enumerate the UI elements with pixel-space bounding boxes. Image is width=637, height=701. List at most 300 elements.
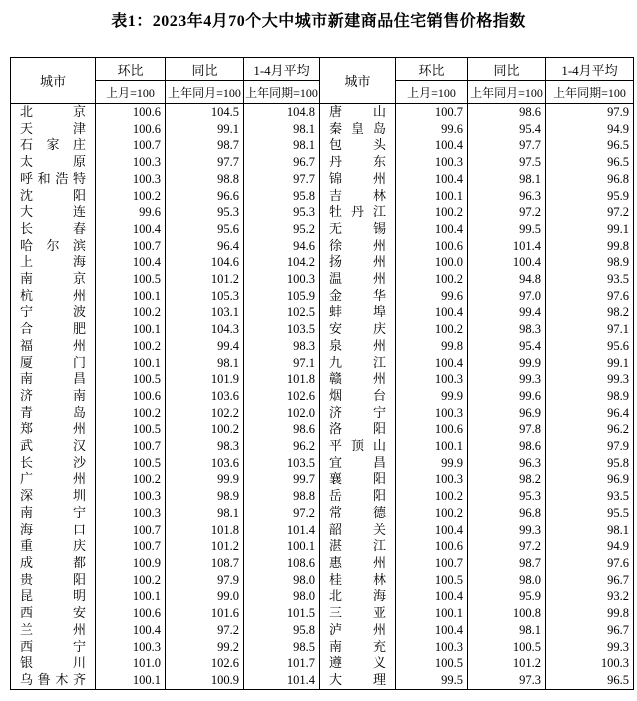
yoy-value-cell: 104.3 [166,321,244,338]
avg-value-cell: 97.9 [546,104,634,121]
mom-value-cell: 100.7 [96,438,166,455]
mom-value-cell: 100.6 [396,238,468,255]
city-name-cell [320,271,396,288]
mom-value-cell: 100.1 [396,438,468,455]
header-city-left: 城市 [11,58,96,104]
city-name: 金 华 [329,287,386,303]
avg-value-cell: 99.3 [546,371,634,388]
city-name-cell [320,538,396,555]
yoy-value-cell: 101.2 [166,271,244,288]
city-name: 上 海 [20,254,86,270]
mom-value-cell: 100.7 [96,238,166,255]
city-name-cell [320,572,396,589]
mom-value-cell: 100.2 [396,204,468,221]
city-name-cell [11,672,96,689]
yoy-value-cell: 98.8 [166,171,244,188]
city-name: 重 庆 [20,538,86,554]
mom-value-cell: 100.2 [96,572,166,589]
city-name-cell [320,588,396,605]
avg-value-cell: 95.8 [244,622,320,639]
table-row [11,438,634,455]
mom-value-cell: 100.2 [96,405,166,422]
header-yoy-left: 同比 [166,58,244,81]
table-row [11,221,634,238]
yoy-value-cell: 99.6 [468,388,546,405]
mom-value-cell: 100.6 [96,121,166,138]
avg-value-cell: 98.8 [244,488,320,505]
mom-value-cell: 100.5 [396,572,468,589]
yoy-value-cell: 96.9 [468,405,546,422]
avg-value-cell: 103.5 [244,321,320,338]
city-name-cell [320,321,396,338]
mom-value-cell: 100.3 [396,371,468,388]
city-name: 宁 波 [20,304,86,320]
city-name-cell [320,655,396,672]
city-name-cell [11,204,96,221]
avg-value-cell: 96.2 [546,421,634,438]
city-name: 成 都 [20,554,86,570]
city-name: 西 安 [20,605,86,621]
avg-value-cell: 95.3 [244,204,320,221]
avg-value-cell: 103.5 [244,455,320,472]
city-name-cell [11,639,96,656]
avg-value-cell: 95.8 [546,455,634,472]
city-name-cell [11,221,96,238]
table-row [11,121,634,138]
avg-value-cell: 98.0 [244,572,320,589]
city-name-cell [11,254,96,271]
mom-value-cell: 100.7 [96,137,166,154]
header-yoy-base-right: 上年同月=100 [468,81,546,104]
avg-value-cell: 99.7 [244,471,320,488]
yoy-value-cell: 97.5 [468,154,546,171]
yoy-value-cell: 101.4 [468,238,546,255]
yoy-value-cell: 99.4 [468,304,546,321]
table-row [11,388,634,405]
city-name: 湛 江 [329,538,386,554]
table-row [11,355,634,372]
mom-value-cell: 100.1 [96,355,166,372]
avg-value-cell: 100.3 [546,655,634,672]
city-name-cell [11,455,96,472]
mom-value-cell: 100.4 [396,355,468,372]
yoy-value-cell: 97.2 [166,622,244,639]
city-name-cell [320,304,396,321]
city-name: 大 连 [20,204,86,220]
yoy-value-cell: 101.6 [166,605,244,622]
mom-value-cell: 100.3 [396,154,468,171]
mom-value-cell: 100.2 [96,304,166,321]
yoy-value-cell: 95.6 [166,221,244,238]
city-name-cell [320,121,396,138]
city-name: 蚌 埠 [329,304,386,320]
city-name-cell [320,355,396,372]
city-name: 长 沙 [20,454,86,470]
avg-value-cell: 99.1 [546,355,634,372]
yoy-value-cell: 95.4 [468,338,546,355]
avg-value-cell: 98.0 [244,588,320,605]
table-row [11,304,634,321]
mom-value-cell: 100.6 [96,605,166,622]
city-name-cell [11,555,96,572]
city-name-cell [320,204,396,221]
city-name-cell [11,321,96,338]
city-name: 杭 州 [20,287,86,303]
yoy-value-cell: 100.4 [468,254,546,271]
yoy-value-cell: 95.3 [166,204,244,221]
avg-value-cell: 94.6 [244,238,320,255]
city-name-cell [320,154,396,171]
mom-value-cell: 100.5 [96,455,166,472]
yoy-value-cell: 102.6 [166,655,244,672]
mom-value-cell: 100.3 [96,505,166,522]
city-name: 锦 州 [329,170,386,186]
avg-value-cell: 94.9 [546,121,634,138]
avg-value-cell: 98.5 [244,639,320,656]
city-name: 乌 鲁 木 齐 [20,671,86,687]
avg-value-cell: 102.5 [244,304,320,321]
city-name-cell [11,421,96,438]
city-name: 兰 州 [20,621,86,637]
mom-value-cell: 100.4 [396,137,468,154]
header-avg-right: 1-4月平均 [546,58,634,81]
header-avg-base-right: 上年同期=100 [546,81,634,104]
city-name-cell [320,371,396,388]
yoy-value-cell: 96.4 [166,238,244,255]
mom-value-cell: 100.3 [396,405,468,422]
city-name: 沈 阳 [20,187,86,203]
table-row [11,471,634,488]
city-name: 唐 山 [329,104,386,119]
city-name: 韶 关 [329,521,386,537]
avg-value-cell: 96.7 [546,572,634,589]
avg-value-cell: 93.2 [546,588,634,605]
avg-value-cell: 96.7 [546,622,634,639]
mom-value-cell: 99.6 [96,204,166,221]
avg-value-cell: 97.1 [244,355,320,372]
avg-value-cell: 97.2 [546,204,634,221]
mom-value-cell: 100.3 [96,154,166,171]
avg-value-cell: 96.5 [546,154,634,171]
city-name: 郑 州 [20,421,86,437]
city-name-cell [320,672,396,689]
mom-value-cell: 100.4 [396,304,468,321]
city-name-cell [11,188,96,205]
city-name: 呼 和 浩 特 [20,170,86,186]
yoy-value-cell: 99.3 [468,522,546,539]
table-row [11,238,634,255]
table-row [11,188,634,205]
city-name-cell [11,238,96,255]
table-row [11,288,634,305]
yoy-value-cell: 100.8 [468,605,546,622]
yoy-value-cell: 101.2 [468,655,546,672]
mom-value-cell: 100.7 [96,538,166,555]
city-name: 烟 台 [329,387,386,403]
city-name-cell [320,288,396,305]
city-name: 南 宁 [20,504,86,520]
mom-value-cell: 100.5 [96,421,166,438]
mom-value-cell: 100.4 [96,254,166,271]
mom-value-cell: 100.4 [396,221,468,238]
city-name: 石 家 庄 [20,137,86,153]
table-header [11,58,634,104]
city-name: 南 昌 [20,371,86,387]
city-name: 三 亚 [329,605,386,621]
avg-value-cell: 96.7 [244,154,320,171]
city-name: 九 江 [329,354,386,370]
mom-value-cell: 100.4 [96,221,166,238]
yoy-value-cell: 103.6 [166,455,244,472]
avg-value-cell: 96.8 [546,171,634,188]
table-row [11,338,634,355]
avg-value-cell: 98.1 [244,137,320,154]
mom-value-cell: 100.2 [396,271,468,288]
city-name-cell [320,438,396,455]
header-mom-base-left: 上月=100 [96,81,166,104]
city-name-cell [11,154,96,171]
city-name: 丹 东 [329,154,386,170]
city-name-cell [320,555,396,572]
avg-value-cell: 95.8 [244,188,320,205]
mom-value-cell: 100.1 [96,321,166,338]
table-row [11,538,634,555]
city-name-cell [320,421,396,438]
yoy-value-cell: 103.6 [166,388,244,405]
city-name: 南 京 [20,271,86,287]
yoy-value-cell: 100.2 [166,421,244,438]
city-name-cell [11,104,96,121]
yoy-value-cell: 96.6 [166,188,244,205]
yoy-value-cell: 99.9 [166,471,244,488]
table-row [11,421,634,438]
avg-value-cell: 95.2 [244,221,320,238]
table-row [11,605,634,622]
yoy-value-cell: 98.3 [468,321,546,338]
mom-value-cell: 100.3 [96,171,166,188]
mom-value-cell: 100.2 [396,321,468,338]
yoy-value-cell: 105.3 [166,288,244,305]
city-name: 常 德 [329,504,386,520]
city-name-cell [11,605,96,622]
yoy-value-cell: 98.7 [166,137,244,154]
city-name-cell [320,622,396,639]
mom-value-cell: 99.9 [396,388,468,405]
mom-value-cell: 100.3 [96,488,166,505]
yoy-value-cell: 96.3 [468,455,546,472]
yoy-value-cell: 97.8 [468,421,546,438]
mom-value-cell: 100.7 [396,555,468,572]
city-name-cell [320,488,396,505]
table-row [11,588,634,605]
yoy-value-cell: 98.1 [468,622,546,639]
header-mom-right: 环比 [396,58,468,81]
avg-value-cell: 102.6 [244,388,320,405]
mom-value-cell: 100.6 [96,104,166,121]
yoy-value-cell: 96.3 [468,188,546,205]
city-name-cell [11,171,96,188]
yoy-value-cell: 97.0 [468,288,546,305]
avg-value-cell: 105.9 [244,288,320,305]
avg-value-cell: 104.2 [244,254,320,271]
city-name-cell [320,188,396,205]
city-name: 扬 州 [329,254,386,270]
yoy-value-cell: 99.2 [166,639,244,656]
city-name: 银 川 [20,655,86,671]
city-name: 广 州 [20,471,86,487]
city-name: 贵 阳 [20,571,86,587]
mom-value-cell: 100.4 [396,622,468,639]
city-name-cell [320,471,396,488]
city-name-cell [11,588,96,605]
yoy-value-cell: 99.3 [468,371,546,388]
mom-value-cell: 100.4 [96,622,166,639]
yoy-value-cell: 97.2 [468,204,546,221]
city-name-cell [320,505,396,522]
city-name-cell [320,405,396,422]
header-yoy-base-left: 上年同月=100 [166,81,244,104]
mom-value-cell: 100.2 [396,488,468,505]
avg-value-cell: 95.9 [546,188,634,205]
header-yoy-right: 同比 [468,58,546,81]
city-name: 太 原 [20,154,86,170]
city-name-cell [11,471,96,488]
city-name: 泸 州 [329,621,386,637]
yoy-value-cell: 98.3 [166,438,244,455]
city-name-cell [320,254,396,271]
table-row [11,321,634,338]
mom-value-cell: 100.2 [96,338,166,355]
mom-value-cell: 100.1 [96,588,166,605]
header-mom-left: 环比 [96,58,166,81]
avg-value-cell: 97.9 [546,438,634,455]
table-row [11,137,634,154]
price-index-table [10,57,634,690]
yoy-value-cell: 98.1 [468,171,546,188]
city-name-cell [11,405,96,422]
city-name: 青 岛 [20,404,86,420]
mom-value-cell: 100.1 [396,188,468,205]
city-name: 赣 州 [329,371,386,387]
table-row [11,572,634,589]
yoy-value-cell: 97.2 [468,538,546,555]
city-name: 北 京 [20,104,86,119]
city-name-cell [11,655,96,672]
city-name: 海 口 [20,521,86,537]
table-row [11,488,634,505]
city-name-cell [11,538,96,555]
avg-value-cell: 101.8 [244,371,320,388]
mom-value-cell: 100.9 [96,555,166,572]
table-row [11,371,634,388]
city-name: 岳 阳 [329,488,386,504]
city-name-cell [11,271,96,288]
city-name-cell [11,572,96,589]
city-name: 泉 州 [329,337,386,353]
avg-value-cell: 99.1 [546,221,634,238]
table-title: 表1：2023年4月70个大中城市新建商品住宅销售价格指数 [111,13,526,30]
table-row [11,271,634,288]
city-name-cell [320,388,396,405]
avg-value-cell: 99.3 [546,639,634,656]
table-row [11,254,634,271]
mom-value-cell: 100.2 [396,505,468,522]
table-row [11,154,634,171]
mom-value-cell: 100.7 [396,104,468,121]
city-name: 无 锡 [329,220,386,236]
mom-value-cell: 99.6 [396,121,468,138]
city-name: 济 南 [20,387,86,403]
table-body [11,104,634,690]
city-name-cell [320,104,396,121]
city-name: 合 肥 [20,321,86,337]
table-row [11,405,634,422]
city-name: 福 州 [20,337,86,353]
yoy-value-cell: 102.2 [166,405,244,422]
city-name-cell [11,304,96,321]
city-name-cell [11,505,96,522]
yoy-value-cell: 99.4 [166,338,244,355]
city-name: 西 宁 [20,638,86,654]
city-name: 吉 林 [329,187,386,203]
avg-value-cell: 95.5 [546,505,634,522]
mom-value-cell: 100.6 [396,538,468,555]
header-avg-base-left: 上年同期=100 [244,81,320,104]
city-name-cell [320,171,396,188]
header-city-right: 城市 [320,58,396,104]
avg-value-cell: 98.1 [244,121,320,138]
table-row [11,655,634,672]
avg-value-cell: 97.6 [546,555,634,572]
mom-value-cell: 100.0 [396,254,468,271]
header-mom-base-right: 上月=100 [396,81,468,104]
table-row [11,622,634,639]
city-name-cell [11,622,96,639]
mom-value-cell: 100.3 [396,639,468,656]
table-row [11,204,634,221]
avg-value-cell: 104.8 [244,104,320,121]
city-name: 哈 尔 滨 [20,237,86,253]
avg-value-cell: 102.0 [244,405,320,422]
avg-value-cell: 98.3 [244,338,320,355]
mom-value-cell: 100.2 [96,188,166,205]
table-row [11,672,634,689]
yoy-value-cell: 95.9 [468,588,546,605]
city-name-cell [11,288,96,305]
yoy-value-cell: 101.9 [166,371,244,388]
avg-value-cell: 98.1 [546,522,634,539]
city-name-cell [320,455,396,472]
city-name-cell [320,338,396,355]
yoy-value-cell: 96.8 [468,505,546,522]
city-name: 昆 明 [20,588,86,604]
avg-value-cell: 108.6 [244,555,320,572]
yoy-value-cell: 95.4 [468,121,546,138]
avg-value-cell: 94.9 [546,538,634,555]
city-name: 安 庆 [329,321,386,337]
yoy-value-cell: 104.6 [166,254,244,271]
mom-value-cell: 100.5 [96,371,166,388]
city-name: 武 汉 [20,438,86,454]
yoy-value-cell: 98.7 [468,555,546,572]
city-name: 牡 丹 江 [329,204,386,220]
table-row [11,171,634,188]
city-name: 徐 州 [329,237,386,253]
yoy-value-cell: 100.9 [166,672,244,689]
avg-value-cell: 101.5 [244,605,320,622]
mom-value-cell: 100.5 [96,271,166,288]
yoy-value-cell: 98.9 [166,488,244,505]
